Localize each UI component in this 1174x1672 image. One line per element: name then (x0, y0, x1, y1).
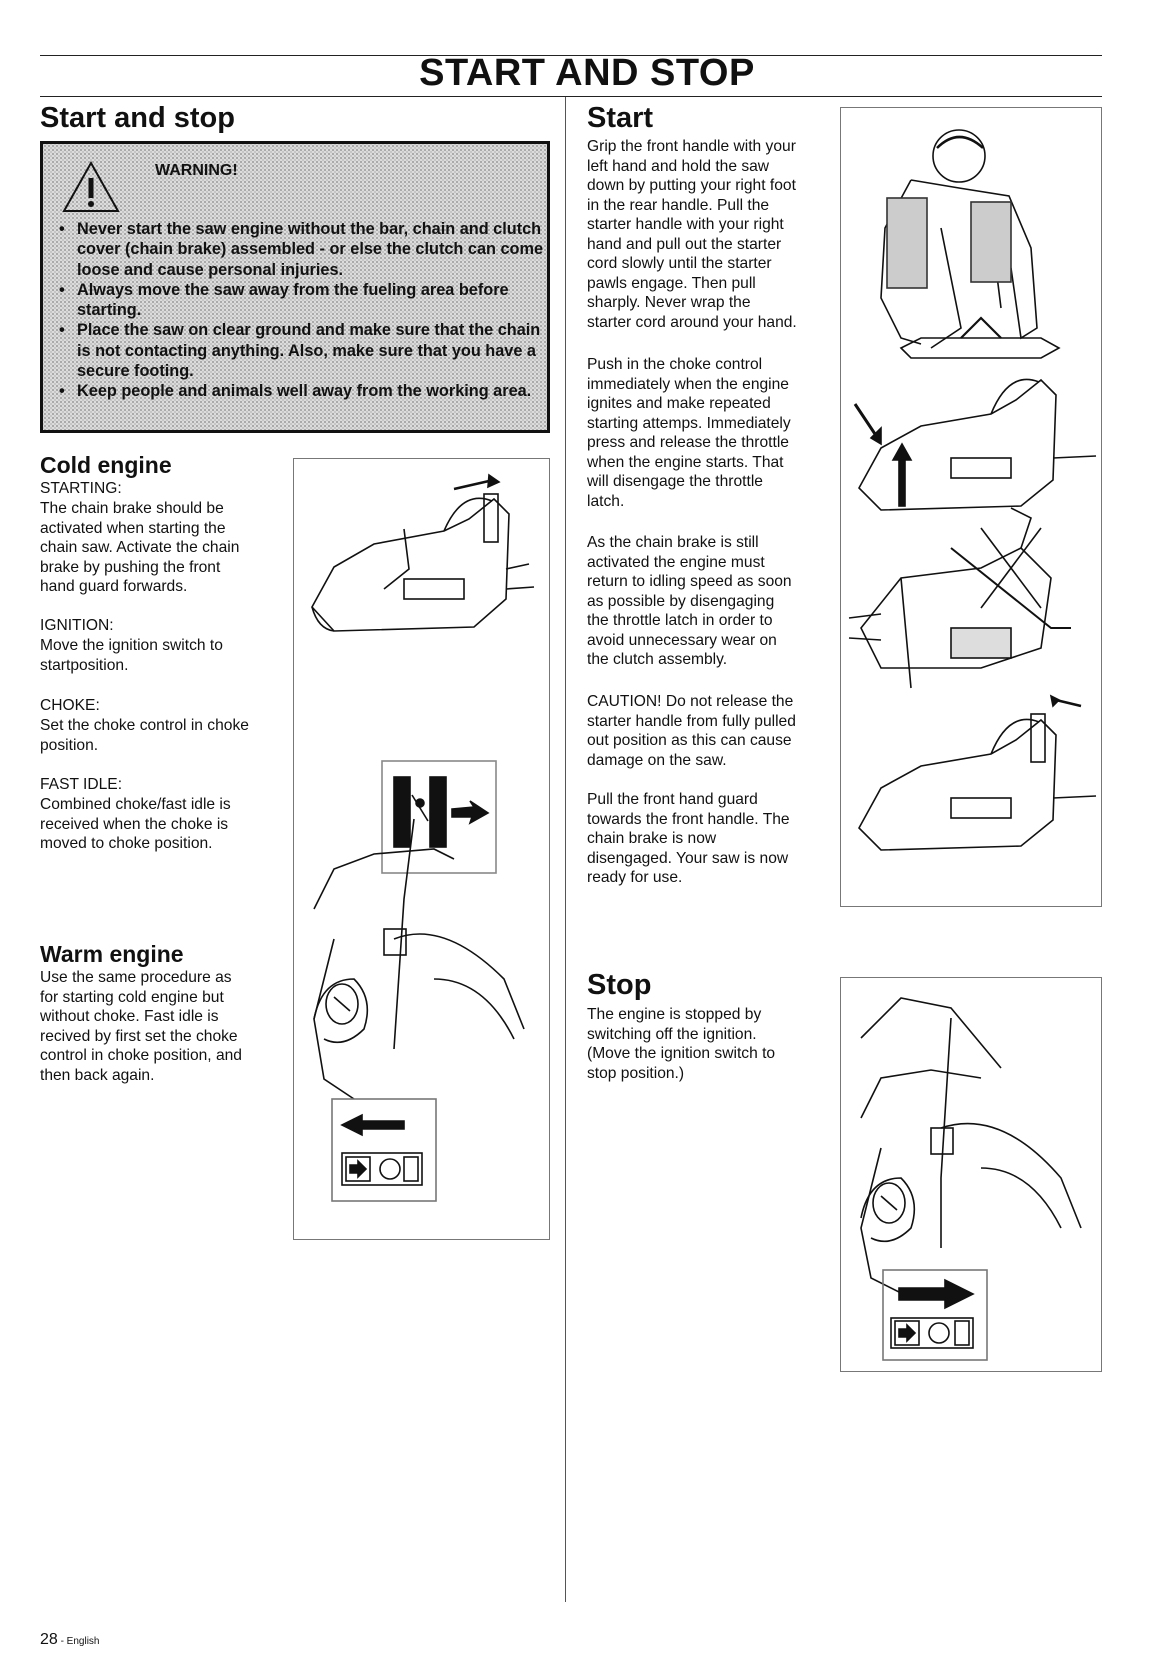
page-title: START AND STOP (419, 52, 755, 94)
stop-illustration (841, 978, 1103, 1373)
cold-fastidle-label: FAST IDLE: (40, 776, 123, 793)
start-illustration (841, 108, 1103, 908)
warm-engine-text: Use the same procedure as for starting cold engine but without choke. Fast idle is recived by first set the choke control in choke position, and then back again. (40, 969, 242, 1084)
cold-engine-figure (293, 458, 550, 1240)
cold-ignition-label: IGNITION: (40, 617, 114, 634)
warning-title: WARNING! (155, 162, 238, 179)
start-paragraph-1: Grip the front handle with your left hand and hold the saw down by putting your right foot in the rear handle. Pull the starter handle with your right hand and pull out the starter cord slowly until the starter pawls engage. Then pull sharply. Never wrap the starter cord around your hand. (587, 138, 797, 331)
page-number: 28 (40, 1631, 58, 1648)
subsection-title-warm-engine: Warm engine (40, 941, 184, 967)
warning-item: • Keep people and animals well away from the working area. (53, 381, 543, 401)
start-figure (840, 107, 1102, 907)
start-paragraph-2: Push in the choke control immediately when the engine ignites and make repeated starting attemps. Immediately press and release the throttle when the engine starts. That will disengage the throttle latch. (587, 356, 791, 510)
stop-figure (840, 977, 1102, 1372)
title-rule (40, 96, 1102, 97)
start-paragraph-5: Pull the front hand guard towards the front handle. The chain brake is now disengaged. Your saw is now ready for use. (587, 791, 790, 886)
cold-ignition-text: Move the ignition switch to startposition. (40, 637, 223, 674)
warning-item: • Place the saw on clear ground and make sure that the chain is not contacting anything. Also, make sure that you have a secure footing. (53, 320, 543, 381)
cold-starting-text: The chain brake should be activated when starting the chain saw. Activate the chain brake by pushing the front hand guard forwards. (40, 500, 240, 595)
stop-text: The engine is stopped by switching off the ignition. (Move the ignition switch to stop position.) (587, 1006, 776, 1082)
warning-triangle-icon (61, 160, 121, 214)
page-footer (40, 1631, 99, 1649)
footer-language: - English (57, 1636, 100, 1647)
start-paragraph-3: As the chain brake is still activated the engine must return to idling speed as soon as possible by disengaging the throttle latch in order to avoid unnecessary wear on the clutch assembly. (587, 534, 792, 668)
cold-choke-text: Set the choke control in choke position. (40, 717, 249, 754)
section-title-stop: Stop (587, 969, 652, 1001)
cold-starting-label: STARTING: (40, 480, 122, 497)
section-title-start-and-stop: Start and stop (40, 102, 235, 134)
column-divider (565, 97, 566, 1602)
cold-fastidle-text: Combined choke/fast idle is received when the choke is moved to choke position. (40, 796, 231, 852)
warning-box (40, 141, 550, 433)
section-title-start: Start (587, 102, 654, 134)
warning-item: • Always move the saw away from the fueling area before starting. (53, 280, 543, 321)
warning-item: • Never start the saw engine without the bar, chain and clutch cover (chain brake) assembled - or else the clutch can come loose and cause personal injuries. (53, 219, 543, 280)
warning-list (53, 219, 543, 402)
subsection-title-cold-engine: Cold engine (40, 452, 172, 478)
start-paragraph-4: CAUTION! Do not release the starter handle from fully pulled out position as this can cause damage on the saw. (587, 693, 796, 769)
cold-choke-label: CHOKE: (40, 697, 100, 714)
chainsaw-illustration (294, 459, 551, 1241)
